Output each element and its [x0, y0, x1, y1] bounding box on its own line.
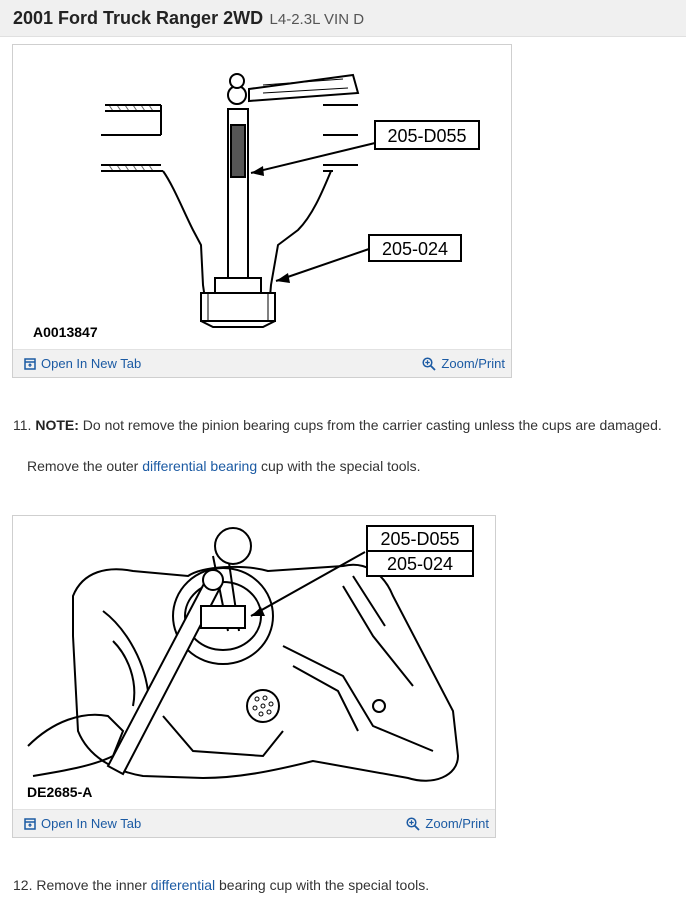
- callout-205-D055: 205-D055: [380, 529, 460, 549]
- figure-1: [12, 44, 512, 378]
- page-header: [0, 0, 686, 37]
- magnifier-plus-icon: [422, 357, 436, 371]
- vehicle-title: 2001 Ford Truck Ranger 2WD: [13, 8, 264, 28]
- step-12-instruction: [13, 877, 429, 893]
- engine-subtitle: L4-2.3L VIN D: [269, 11, 365, 28]
- leader-line-205-D055-024: [251, 552, 365, 616]
- instruction-text-after: cup with the special tools.: [261, 458, 421, 474]
- figure-1-footer: [13, 349, 511, 377]
- instruction-text-after: bearing cup with the special tools.: [219, 877, 430, 893]
- open-in-new-tab-link[interactable]: [24, 356, 141, 371]
- instruction-text-before: Remove the outer: [27, 458, 139, 474]
- magnifier-plus-icon: [406, 817, 420, 831]
- differential-bearing-link[interactable]: differential bearing: [142, 458, 258, 474]
- note-label: NOTE:: [35, 417, 79, 433]
- open-in-new-tab-label: Open In New Tab: [41, 816, 142, 831]
- open-in-new-tab-label: Open In New Tab: [41, 356, 142, 371]
- open-in-new-tab-link[interactable]: [24, 816, 141, 831]
- figure-code: DE2685-A: [27, 784, 93, 800]
- callout-205-024: 205-024: [381, 239, 449, 259]
- differential-link[interactable]: differential: [150, 877, 216, 893]
- leader-line-205-024: [276, 249, 369, 281]
- step-number: 12.: [13, 877, 33, 893]
- step-11-note: [13, 417, 662, 433]
- zoom-print-label: Zoom/Print: [425, 816, 489, 831]
- callout-205-024: 205-024: [386, 554, 454, 574]
- figure-2: [12, 515, 496, 838]
- zoom-print-link[interactable]: [422, 356, 505, 371]
- external-tab-icon: [24, 818, 36, 830]
- figure-2-footer: [13, 809, 495, 837]
- callout-205-D055: 205-D055: [387, 126, 467, 146]
- external-tab-icon: [24, 358, 36, 370]
- figure-1-illustration: [13, 45, 511, 351]
- instruction-text-before: Remove the inner: [36, 877, 147, 893]
- figure-code: A0013847: [33, 324, 98, 340]
- zoom-print-link[interactable]: [406, 816, 489, 831]
- step-11-instruction: [27, 458, 421, 474]
- note-text: Do not remove the pinion bearing cups from the carrier casting unless the cups are damaged.: [82, 417, 662, 433]
- figure-2-illustration: [13, 516, 495, 811]
- leader-line-205-D055: [251, 143, 375, 173]
- step-number: 11.: [13, 417, 32, 433]
- zoom-print-label: Zoom/Print: [441, 356, 505, 371]
